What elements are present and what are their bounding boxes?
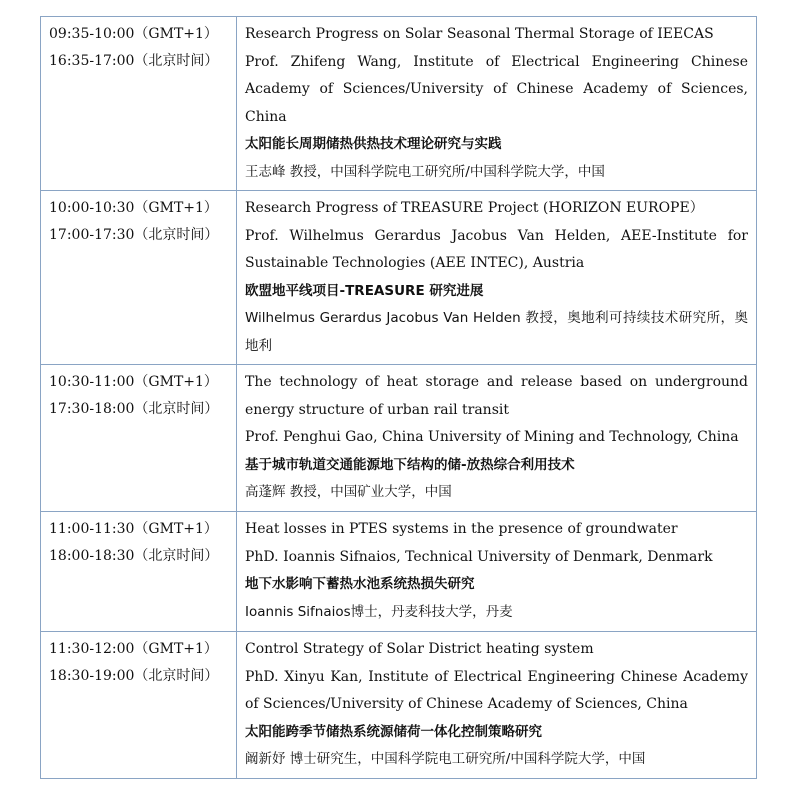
talk-title-zh: 欧盟地平线项目-TREASURE 研究进展 [245, 282, 484, 299]
talk-title-zh: 太阳能跨季节储热系统源储荷一体化控制策略研究 [245, 723, 542, 740]
speaker-en: PhD. Ioannis Sifnaios, Technical University of Denmark, Denmark [245, 548, 713, 565]
session-row [41, 17, 757, 191]
talk-title-en: Control Strategy of Solar District heating system [245, 641, 594, 657]
talk-title-en: Research Progress of TREASURE Project (HORIZON EUROPE） [245, 200, 704, 216]
info-cell [237, 632, 757, 779]
talk-title-en: The technology of heat storage and release based on underground energy structure of urban rail transit [245, 374, 748, 418]
time-cell [41, 191, 237, 365]
speaker-zh: 高蓬辉 教授，中国矿业大学，中国 [245, 484, 452, 500]
time-gmt: 09:35-10:00（GMT+1） [49, 26, 218, 42]
speaker-en: Prof. Wilhelmus Gerardus Jacobus Van Helden, AEE-Institute for Sustainable Technologies (AEE INTEC), Austria [245, 227, 748, 271]
time-beijing: 17:00-17:30（北京时间） [49, 227, 219, 243]
time-gmt: 11:00-11:30（GMT+1） [49, 521, 218, 537]
talk-title-zh: 基于城市轨道交通能源地下结构的储-放热综合利用技术 [245, 456, 575, 473]
speaker-en: Prof. Penghui Gao, China University of Mining and Technology, China [245, 429, 739, 445]
session-row [41, 632, 757, 779]
info-cell [237, 365, 757, 512]
speaker-zh: Ioannis Sifnaios博士，丹麦科技大学，丹麦 [245, 603, 513, 620]
speaker-zh: 王志峰 教授，中国科学院电工研究所/中国科学院大学，中国 [245, 163, 605, 180]
time-beijing: 18:30-19:00（北京时间） [49, 668, 219, 684]
time-cell [41, 512, 237, 632]
session-row [41, 365, 757, 512]
info-cell [237, 191, 757, 365]
talk-title-en: Research Progress on Solar Seasonal Thermal Storage of IEECAS [245, 26, 714, 42]
time-gmt: 10:00-10:30（GMT+1） [49, 200, 218, 216]
session-row [41, 512, 757, 632]
speaker-en: PhD. Xinyu Kan, Institute of Electrical Engineering Chinese Academy of Sciences/University of Chinese Academy of Sciences, China [245, 668, 748, 712]
time-gmt: 10:30-11:00（GMT+1） [49, 374, 218, 390]
time-gmt: 11:30-12:00（GMT+1） [49, 641, 218, 657]
info-cell [237, 512, 757, 632]
session-row [41, 191, 757, 365]
speaker-zh: Wilhelmus Gerardus Jacobus Van Helden 教授，奥地利可持续技术研究所，奥地利 [245, 310, 748, 354]
time-cell [41, 365, 237, 512]
time-cell [41, 17, 237, 191]
schedule-table [40, 16, 757, 779]
info-cell [237, 17, 757, 191]
time-beijing: 16:35-17:00（北京时间） [49, 53, 219, 69]
talk-title-en: Heat losses in PTES systems in the presence of groundwater [245, 521, 678, 537]
talk-title-zh: 地下水影响下蓄热水池系统热损失研究 [245, 576, 475, 592]
talk-title-zh: 太阳能长周期储热供热技术理论研究与实践 [245, 136, 502, 152]
time-beijing: 18:00-18:30（北京时间） [49, 548, 219, 564]
time-beijing: 17:30-18:00（北京时间） [49, 401, 219, 417]
speaker-en: Prof. Zhifeng Wang, Institute of Electrical Engineering Chinese Academy of Sciences/University of Chinese Academy of Sciences, China [245, 53, 748, 125]
time-cell [41, 632, 237, 779]
speaker-zh: 阚新妤 博士研究生，中国科学院电工研究所/中国科学院大学，中国 [245, 751, 646, 767]
